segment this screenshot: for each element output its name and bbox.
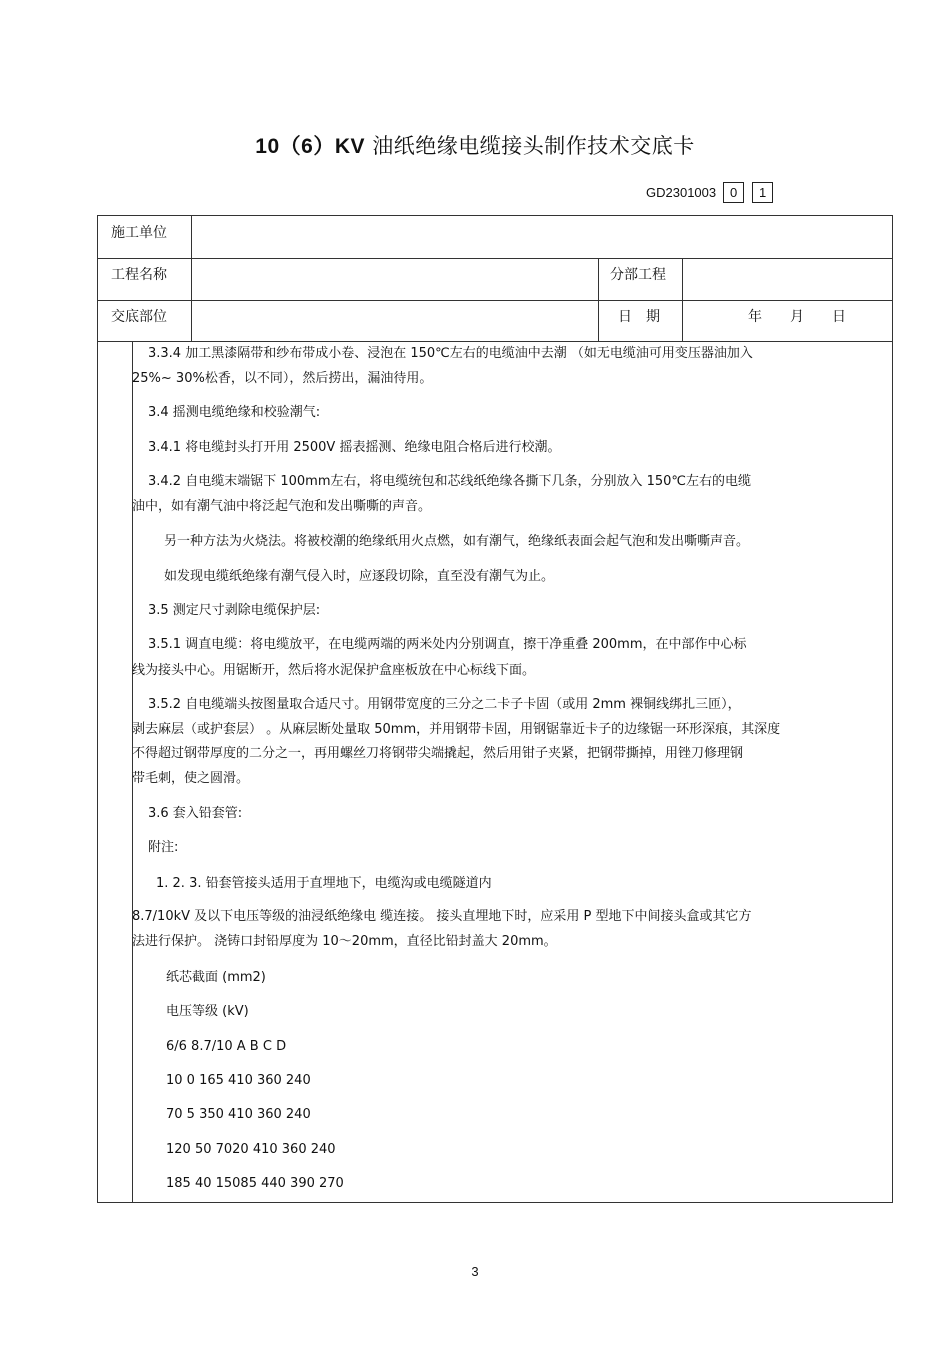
project-name-label: 工程名称 [111, 267, 167, 283]
column-divider [598, 258, 599, 341]
content-line: 6/6 8.7/10 A B C D [166, 1039, 287, 1054]
code-box-1: 0 [723, 182, 744, 203]
date-label: 日 期 [618, 309, 660, 325]
column-divider [191, 216, 192, 341]
content-line: 纸芯截面 (mm2) [166, 970, 266, 985]
content-line: 电压等级 (kV) [166, 1004, 249, 1019]
content-line: 如发现电缆纸绝缘有潮气侵入时，应逐段切除，直至没有潮气为止。 [164, 569, 555, 584]
content-line: 线为接头中心。用锯断开，然后将水泥保护盒座板放在中心标线下面。 [132, 663, 536, 678]
content-line: 3.3.4 加工黑漆隔带和纱布带成小卷、浸泡在 150℃左右的电缆油中去潮 （如无电缆油可用变压器油加入 [148, 346, 753, 361]
disclosure-part-label: 交底部位 [111, 309, 167, 325]
content-line: 10 0 165 410 360 240 [166, 1073, 311, 1088]
document-code: GD2301003 [646, 185, 717, 200]
construction-unit-label: 施工单位 [111, 225, 167, 241]
title-text-part: 油纸绝缘电缆接头制作技术交底卡 [365, 134, 695, 158]
column-divider [682, 258, 683, 341]
content-line: 附注: [148, 840, 179, 855]
content-line: 3.4.1 将电缆封头打开用 2500V 摇表摇测、绝缘电阻合格后进行校潮。 [148, 440, 561, 455]
content-line: 3.4.2 自电缆末端锯下 100mm左右，将电缆统包和芯线纸绝缘各撕下几条，分别放入 150℃左右的电缆 [148, 474, 752, 489]
date-value: 年 月 日 [748, 309, 846, 325]
page-number: 3 [471, 1264, 479, 1279]
document-code-row [646, 182, 773, 203]
content-line: 3.4 摇测电缆绝缘和校验潮气: [148, 405, 321, 420]
content-line: 剥去麻层（或护套层） 。从麻层断处量取 50mm，并用钢带卡固，用钢锯靠近卡子的边缘锯一环形深痕，其深度 [132, 722, 781, 737]
content-line: 25%~ 30%松香，以不同），然后捞出，漏油待用。 [132, 371, 433, 386]
content-line: 8.7/10kV 及以下电压等级的油浸纸绝缘电 缆连接。 接头直埋地下时，应采用 P 型地下中间接头盒或其它方 [132, 909, 752, 924]
content-line: 带毛刺，使之圆滑。 [132, 771, 250, 786]
content-line: 3.6 套入铅套管: [148, 806, 243, 821]
sub-project-label: 分部工程 [610, 267, 666, 283]
title-bold-part: 10（6）KV [255, 135, 366, 158]
disclosure-form [97, 215, 893, 1203]
content-line: 1. 2. 3. 铅套管接头适用于直埋地下，电缆沟或电缆隧道内 [156, 876, 492, 891]
content-line: 另一种方法为火烧法。将被校潮的绝缘纸用火点燃，如有潮气，绝缘纸表面会起气泡和发出嘶嘶声音。 [164, 534, 750, 549]
code-box-2: 1 [752, 182, 773, 203]
document-title [0, 130, 950, 160]
row-divider [98, 258, 892, 259]
content-line: 3.5 测定尺寸剥除电缆保护层: [148, 603, 321, 618]
content-line: 3.5.2 自电缆端头按图量取合适尺寸。用钢带宽度的三分之二卡子卡固（或用 2mm 裸铜线绑扎三匝）， [148, 697, 741, 712]
content-line: 70 5 350 410 360 240 [166, 1107, 311, 1122]
row-divider [98, 341, 892, 342]
content-line: 法进行保护。 浇铸口封铅厚度为 10～20mm，直径比铅封盖大 20mm。 [132, 934, 557, 949]
row-divider [98, 300, 892, 301]
content-line: 120 50 7020 410 360 240 [166, 1142, 336, 1157]
content-line: 185 40 15085 440 390 270 [166, 1176, 344, 1191]
content-line: 不得超过钢带厚度的二分之一，再用螺丝刀将钢带尖端撬起，然后用钳子夹紧，把钢带撕掉，用锉刀修理钢 [132, 746, 744, 761]
content-line: 3.5.1 调直电缆：将电缆放平，在电缆两端的两米处内分别调直，擦干净重叠 200mm，在中部作中心标 [148, 637, 747, 652]
content-line: 油中，如有潮气油中将泛起气泡和发出嘶嘶的声音。 [132, 499, 432, 514]
